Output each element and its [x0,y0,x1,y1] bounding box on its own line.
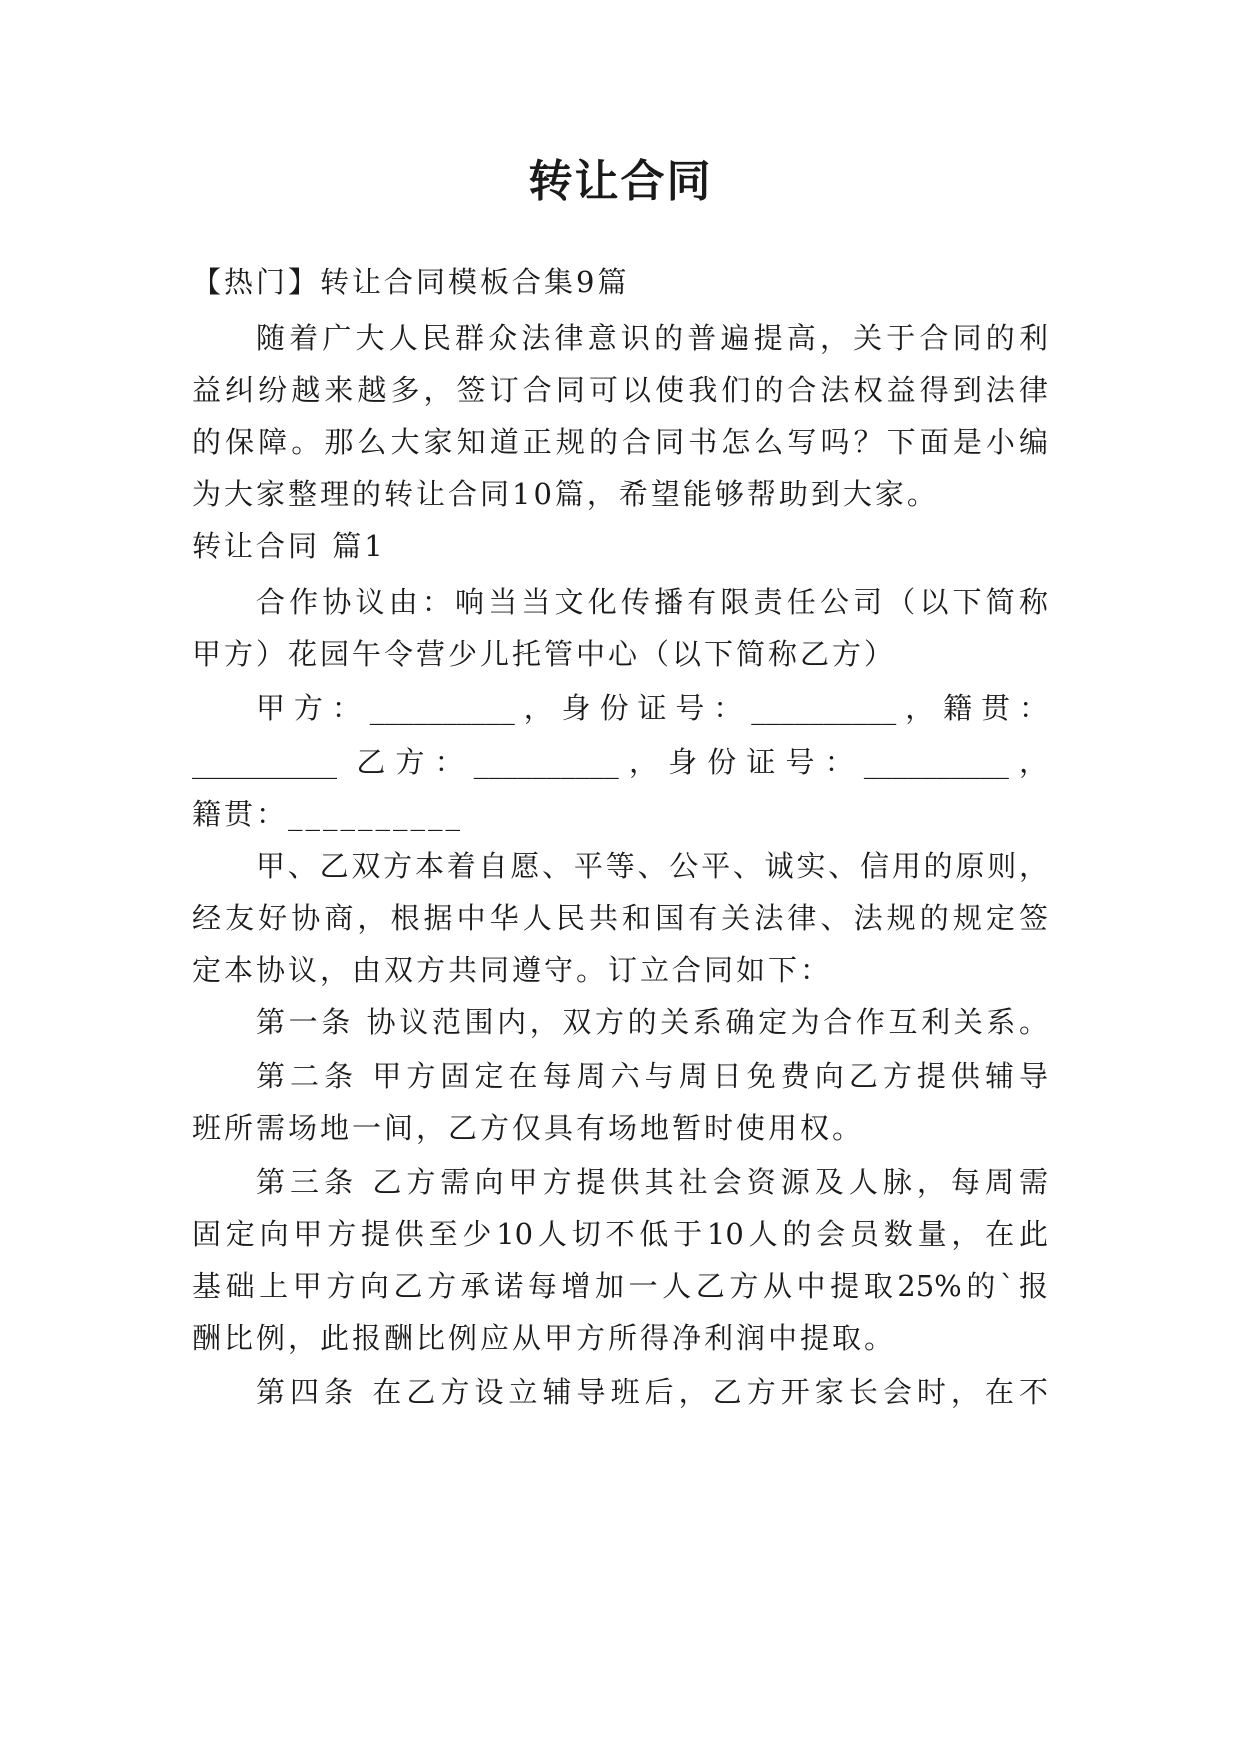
intro-paragraph-line: 随着广大人民群众法律意识的普遍提高，关于合同的利 [256,321,1048,355]
article-2-line: 班所需场地一间，乙方仅具有场地暂时使用权。 [192,1111,865,1145]
party-info-line: 甲方：__________，身份证号：__________，籍贯： [256,691,1048,725]
party-info-line: 籍贯：__________ [192,797,464,831]
article-3-line: 固定向甲方提供至少10人切不低于10人的会员数量，在此 [192,1217,1048,1251]
article-1-line: 第一条 协议范围内，双方的关系确定为合作互利关系。 [256,1005,1048,1039]
doc-subtitle: 【热门】转让合同模板合集9篇 [192,265,630,299]
intro-paragraph-line: 益纠纷越来越多，签订合同可以使我们的合法权益得到法律 [192,373,1048,407]
article-3-line: 基础上甲方向乙方承诺每增加一人乙方从中提取25%的`报 [192,1269,1048,1303]
principle-paragraph-line: 甲、乙双方本着自愿、平等、公平、诚实、信用的原则， [256,849,1048,883]
principle-paragraph-line: 定本协议，由双方共同遵守。订立合同如下： [192,953,833,987]
article-3-line: 酬比例，此报酬比例应从甲方所得净利润中提取。 [192,1321,897,1355]
article-2-line: 第二条 甲方固定在每周六与周日免费向乙方提供辅导 [256,1059,1048,1093]
party-info-line: __________ 乙方：__________，身份证号：__________， [192,745,1048,779]
principle-paragraph-line: 经友好协商，根据中华人民共和国有关法律、法规的规定签 [192,901,1048,935]
section-heading: 转让合同 篇1 [192,529,386,563]
document-title: 转让合同 [528,156,713,207]
article-4-line: 第四条 在乙方设立辅导班后，乙方开家长会时，在不 [256,1375,1048,1409]
parties-paragraph-line: 甲方）花园午令营少儿托管中心（以下简称乙方） [192,637,897,671]
intro-paragraph-line: 为大家整理的转让合同10篇，希望能够帮助到大家。 [192,477,939,511]
parties-paragraph-line: 合作协议由：响当当文化传播有限责任公司（以下简称 [256,585,1048,619]
article-3-line: 第三条 乙方需向甲方提供其社会资源及人脉，每周需 [256,1165,1048,1199]
intro-paragraph-line: 的保障。那么大家知道正规的合同书怎么写吗？下面是小编 [192,425,1048,459]
